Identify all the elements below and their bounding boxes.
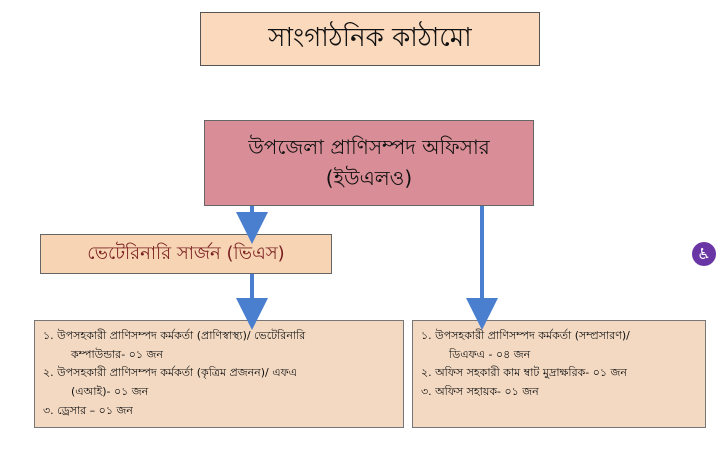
- list-item: ৩. অফিস সহায়ক- ০১ জন: [421, 385, 539, 399]
- list-item: কম্পাউন্ডার- ০১ জন: [71, 347, 163, 361]
- list-item: (এআই)- ০১ জন: [71, 385, 149, 399]
- list-item: ১. উপসহকারী প্রাণিসম্পদ কর্মকর্তা (সম্প্রসারণ)/: [421, 329, 630, 342]
- list-item: ৩. ড্রেসার – ০১ জন: [43, 403, 133, 417]
- upazila-officer-abbr: (ইউএলও): [325, 166, 413, 190]
- list-item: ১. উপসহকারী প্রাণিসম্পদ কর্মকর্তা (প্রাণিস্বাস্থ্য)/ ভেটেরিনারি: [43, 329, 306, 342]
- accessibility-icon[interactable]: ♿: [692, 242, 716, 266]
- chart-title: সাংগাঠনিক কাঠামো: [268, 23, 472, 53]
- list-item: ২. অফিস সহকারী কাম ম্বাট মুদ্রাক্ষরিক- ০১ জন: [421, 366, 627, 380]
- list-item: ২. উপসহকারী প্রাণিসম্পদ কর্মকর্তা (কৃত্রিম প্রজনন)/ এফএ: [43, 366, 298, 380]
- list-item: ডিএফএ - ০৪ জন: [449, 347, 531, 361]
- veterinary-surgeon-label: ভেটেরিনারি সার্জন (ভিএস): [87, 242, 285, 264]
- upazila-officer-title: উপজেলা প্রাণিসম্পদ অফিসার: [248, 135, 490, 159]
